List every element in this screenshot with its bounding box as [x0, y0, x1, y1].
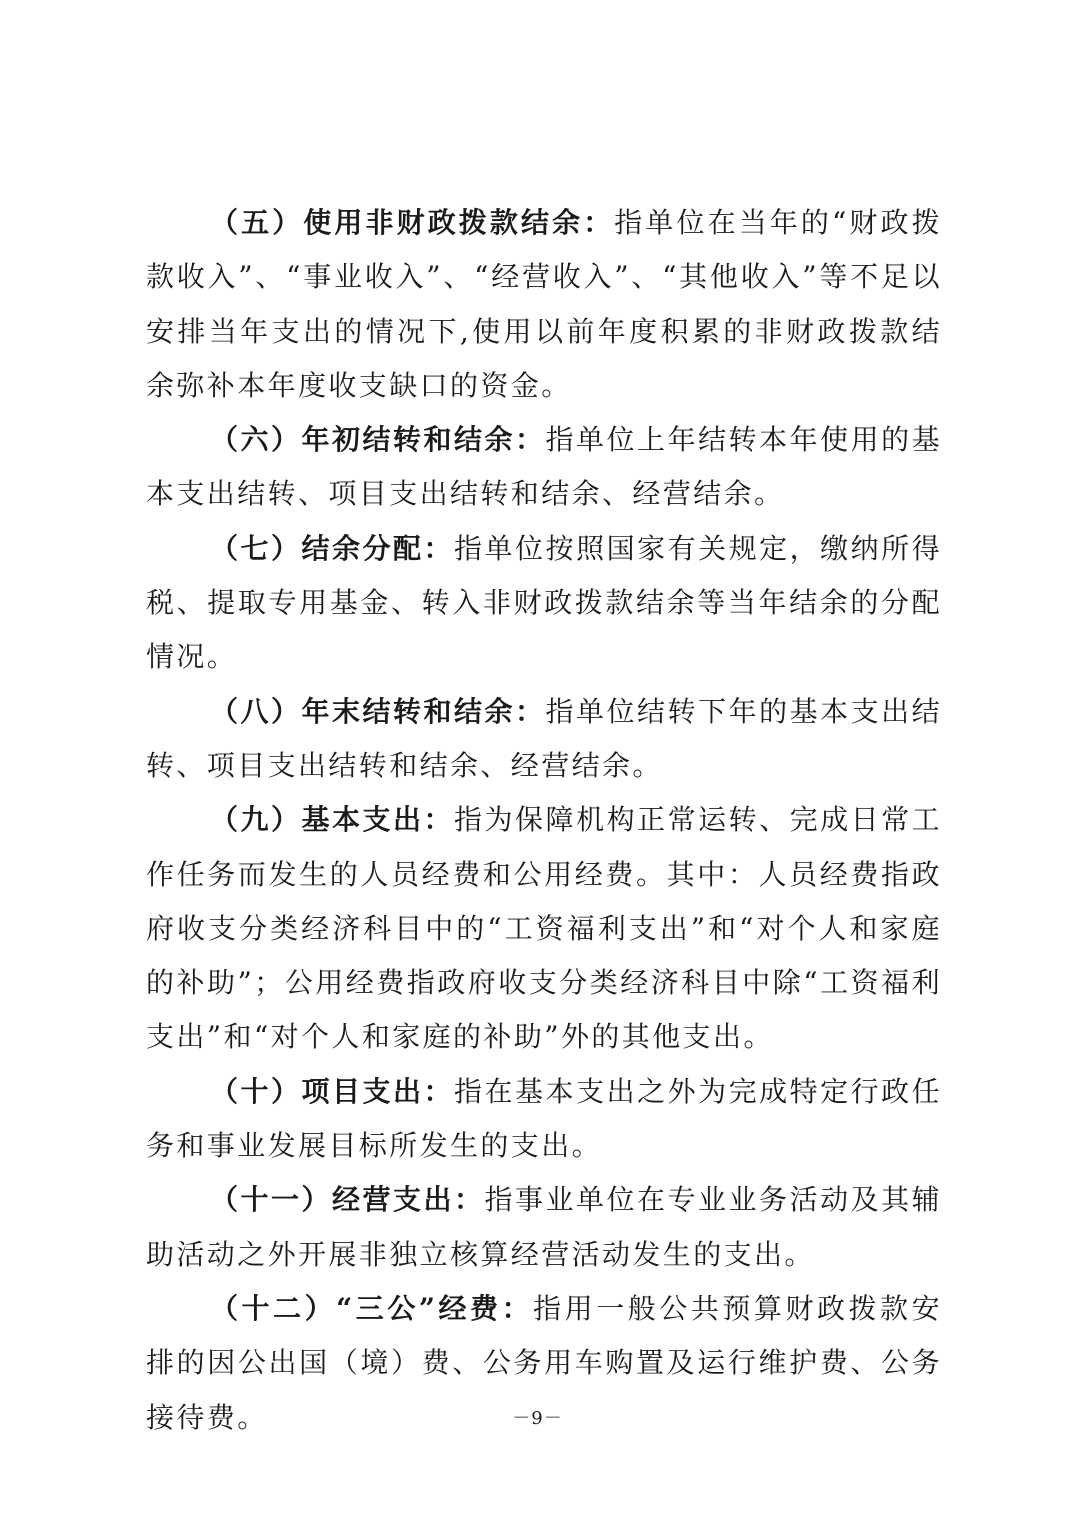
- paragraph-10: [146, 1065, 942, 1174]
- paragraph-text: 指用一般公共预算财政拨款安排的因公出国（境）费、公务用车购置及运行维护费、公务接待费。: [146, 1291, 942, 1434]
- paragraph-5: [146, 196, 942, 413]
- paragraph-text: 指单位结转下年的基本支出结转、项目支出结转和结余、经营结余。: [146, 694, 942, 782]
- paragraph-term: （八）年末结转和结余：: [210, 694, 546, 728]
- paragraph-term: （五）使用非财政拨款结余：: [210, 206, 615, 239]
- paragraph-term: （九）基本支出：: [210, 803, 455, 837]
- document-body: [146, 196, 942, 1445]
- paragraph-11: [146, 1173, 942, 1282]
- paragraph-term: （十二）“三公”经费：: [210, 1291, 534, 1325]
- paragraph-text: 指单位在当年的“财政拨款收入”、“事业收入”、“经营收入”、“其他收入”等不足以安排当年支出的情况下,使用以前年度积累的非财政拨款结余弥补本年度收支缺口的资金。: [146, 206, 943, 402]
- paragraph-text: 指在基本支出之外为完成特定行政任务和事业发展目标所发生的支出。: [146, 1074, 943, 1163]
- paragraph-term: （六）年初结转和结余：: [210, 423, 546, 457]
- paragraph-text: 指单位上年结转本年使用的基本支出结转、项目支出结转和结余、经营结余。: [146, 423, 942, 511]
- paragraph-8: [146, 685, 942, 794]
- page-number: －9－: [512, 1408, 563, 1429]
- paragraph-text: 指单位按照国家有关规定，缴纳所得税、提取专用基金、转入非财政拨款结余等当年结余的分配情况。: [146, 531, 943, 674]
- paragraph-6: [146, 413, 942, 522]
- paragraph-text: 指事业单位在专业业务活动及其辅助活动之外开展非独立核算经营活动发生的支出。: [146, 1183, 942, 1271]
- paragraph-9: [146, 793, 942, 1064]
- paragraph-text: 指为保障机构正常运转、完成日常工作任务而发生的人员经费和公用经费。其中：人员经费指政府收支分类经济科目中的“工资福利支出”和“对个人和家庭的补助”；公用经费指政府收支分类经济科目中除“工资福利支出”和“对个人和家庭的补助”外的其他支出。: [146, 803, 943, 1054]
- paragraph-term: （七）结余分配：: [210, 531, 455, 565]
- paragraph-term: （十）项目支出：: [210, 1074, 455, 1108]
- paragraph-7: [146, 522, 942, 685]
- paragraph-term: （十一）经营支出：: [210, 1183, 485, 1217]
